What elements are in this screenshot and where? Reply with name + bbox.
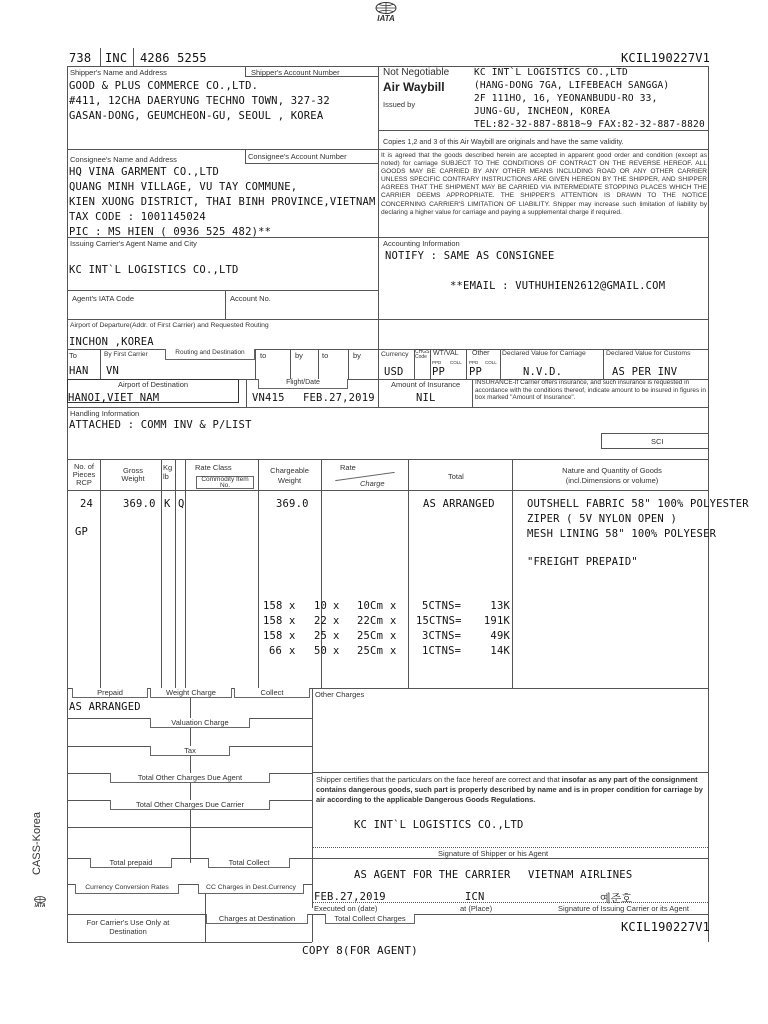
flight-date-tab: Flight/Date: [258, 379, 348, 389]
to3-label: to: [322, 351, 329, 360]
awb-code: INC: [105, 51, 128, 65]
dim-x: x: [289, 630, 296, 642]
dim-x: x: [333, 630, 340, 642]
consignee-line-4: TAX CODE : 1001145024: [69, 211, 206, 223]
wt-coll-label: COLL: [450, 360, 462, 365]
globe-icon: [34, 896, 46, 903]
cc-dest-currency-tab: CC Charges in Dest.Currency: [198, 884, 304, 894]
dim-width: 50: [314, 645, 328, 657]
consignee-line-3: KIEN XUONG DISTRICT, THAI BINH PROVINCE,VIETNAM: [69, 196, 376, 208]
globe-icon: [375, 2, 397, 14]
air-waybill-title: Air Waybill: [383, 80, 445, 94]
charges-dest-tab: Charges at Destination: [206, 914, 308, 924]
iata-logo: [370, 2, 402, 23]
departure-label: Airport of Departure(Addr. of First Carrier) and Requested Routing: [70, 322, 269, 329]
chgs-code-label: CHGS Code: [415, 349, 430, 360]
hawb-number-bottom: KCIL190227V1: [621, 920, 711, 934]
airline-name: VIETNAM AIRLINES: [528, 869, 633, 881]
destination-label: Airport of Destination: [118, 380, 189, 389]
carriage-value-label: Declared Value for Carriage: [502, 350, 586, 357]
handling-label: Handling Information: [70, 409, 140, 418]
agent-name: KC INT`L LOGISTICS CO.,LTD: [69, 264, 239, 276]
wtval-value: PP: [432, 366, 446, 378]
destination-code: HAN: [69, 365, 89, 377]
rate-class-header: Rate Class: [195, 463, 232, 472]
shipper-line-2: #411, 12CHA DAERYUNG TECHNO TOWN, 327-32: [69, 95, 330, 107]
goods-line-3: MESH LINING 58" 100% POLYESER: [527, 528, 717, 540]
dim-weight: 49K: [490, 630, 510, 642]
customs-value: AS PER INV: [612, 366, 678, 378]
dim-x: x: [289, 645, 296, 657]
issuer-line-2: (HANG-DONG 7GA, LIFEBEACH SANGGA): [474, 80, 670, 91]
by2-label: by: [295, 351, 303, 360]
chargeable-weight-header: Chargeable Weight: [270, 466, 309, 485]
charge-header: Charge: [360, 479, 385, 488]
consignee-line-2: QUANG MINH VILLAGE, VU TAY COMMUNE,: [69, 181, 298, 193]
notify-text: NOTIFY : SAME AS CONSIGNEE: [385, 250, 555, 262]
certification-dg-text: insofar as any part of the consignment contains dangerous goods, such part is properly described by name and is in proper condition for carriage by air according to the applicable Dangerous Goods Regulations.: [316, 775, 703, 804]
dim-width: 25: [314, 630, 328, 642]
insurance-label: Amount of Insurance: [391, 380, 461, 389]
other-coll-label: COLL: [485, 360, 497, 365]
dim-x: x: [390, 645, 397, 657]
dim-length: 158: [263, 615, 283, 627]
by-first-carrier-label: By First Carrier: [104, 351, 148, 358]
dim-weight: 13K: [490, 600, 510, 612]
shipper-account-label: Shipper's Account Number: [251, 68, 340, 77]
dim-x: x: [333, 600, 340, 612]
side-iata-logo: [33, 896, 47, 909]
total-collect-charges-tab: Total Collect Charges: [325, 914, 415, 924]
executed-date: FEB.27,2019: [314, 891, 386, 903]
pieces-value: 24: [80, 498, 94, 510]
to-label: To: [69, 351, 77, 360]
account-no-label: Account No.: [230, 294, 271, 303]
shipper-line-1: GOOD & PLUS COMMERCE CO.,LTD.: [69, 80, 259, 92]
dim-x: x: [333, 645, 340, 657]
rate-header: Rate: [340, 463, 356, 472]
awb-number: 4286 5255: [140, 51, 207, 65]
due-carrier-tab: Total Other Charges Due Carrier: [110, 800, 270, 810]
shipper-line-3: GASAN-DONG, GEUMCHEON-GU, SEOUL , KOREA: [69, 110, 324, 122]
total-value: AS ARRANGED: [423, 498, 495, 510]
tax-tab: Tax: [150, 746, 230, 756]
insurance-value: NIL: [416, 392, 436, 404]
wtval-label: WT/VAL: [433, 350, 459, 357]
dim-length: 66: [269, 645, 283, 657]
dim-length: 158: [263, 630, 283, 642]
rate-class-value: Q: [178, 498, 185, 510]
currency-label: Currency: [381, 351, 409, 358]
dim-x: x: [289, 615, 296, 627]
handling-text: ATTACHED : COMM INV & P/LIST: [69, 419, 252, 431]
dim-x: x: [390, 615, 397, 627]
dim-cartons: 5CTNS=: [422, 600, 462, 612]
executed-place: ICN: [465, 891, 485, 903]
commodity-item-tab: Commodity Item No.: [196, 476, 254, 489]
currency-value: USD: [384, 366, 404, 378]
dim-height: 25Cm: [357, 645, 384, 657]
departure-airport: INCHON ,KOREA: [69, 336, 154, 348]
agent-iata-code-label: Agent's IATA Code: [72, 294, 135, 303]
issuer-line-5: TEL:82-32-887-8818~9 FAX:82-32-887-8820: [474, 119, 705, 130]
copy-label: COPY 8(FOR AGENT): [302, 944, 418, 957]
dim-cartons: 1CTNS=: [422, 645, 462, 657]
certified-shipper-name: KC INT`L LOGISTICS CO.,LTD: [354, 819, 524, 831]
by3-label: by: [353, 351, 361, 360]
total-header: Total: [448, 472, 464, 481]
other-ppd-label: PPD: [469, 360, 479, 365]
pieces-header: No. of Pieces RCP: [72, 462, 96, 487]
carriage-value: N.V.D.: [523, 366, 563, 378]
dim-x: x: [390, 630, 397, 642]
other-label: Other: [472, 350, 490, 357]
insurance-note: INSURANCE-If Carrier offers insurance, and such insurance is requested in accordance with the conditions thereof, indicate amount to be insured in figures in box marked "Amount of Insurance".: [475, 379, 706, 401]
carrier-use-label: For Carrier's Use Only at Destination: [86, 918, 170, 936]
hawb-number-top: KCIL190227V1: [621, 51, 711, 65]
consignee-account-label: Consignee's Account Number: [248, 152, 347, 161]
dim-x: x: [289, 600, 296, 612]
dim-length: 158: [263, 600, 283, 612]
first-carrier: VN: [106, 365, 120, 377]
gross-weight-value: 369.0: [123, 498, 156, 510]
agent-label: Issuing Carrier's Agent Name and City: [70, 239, 197, 248]
sci-label: SCI: [651, 437, 664, 446]
kg-lb-header: Kg lb: [163, 463, 173, 481]
executed-date-label: Executed on (date): [314, 904, 378, 913]
flight-number: VN415: [252, 392, 285, 404]
goods-line-5: "FREIGHT PREPAID": [527, 556, 638, 568]
issued-by-label: Issued by: [383, 100, 416, 109]
to2-label: to: [260, 351, 267, 360]
certification-text: Shipper certifies that the particulars on the face hereof are correct and that: [316, 775, 562, 784]
copies-note: Copies 1,2 and 3 of this Air Waybill are originals and have the same validity.: [383, 137, 624, 146]
issuer-line-1: KC INT`L LOGISTICS CO.,LTD: [474, 67, 628, 78]
total-collect-tab: Total Collect: [208, 858, 290, 868]
other-charges-label: Other Charges: [315, 690, 365, 699]
dim-height: 10Cm: [357, 600, 384, 612]
dim-height: 22Cm: [357, 615, 384, 627]
dim-x: x: [390, 600, 397, 612]
shipper-name-label: Shipper's Name and Address: [70, 68, 167, 77]
conditions-of-contract: It is agreed that the goods described herein are accepted in apparent good order and condition (except as noted) for carriage SUBJECT TO THE CONDITIONS OF CONTRACT ON THE REVERSE HEREOF. ALL GOODS MAY BE CARRIED BY ANY OTHER MEANS INCLUDING ROAD OR ANY OTHER CARRIER UNLESS SPECIFIC CONTRARY INSTRUCTIONS ARE GIVEN HEREON BY THE SHIPPER, AND SHIPPER AGREES THAT THE SHIPMENT MAY BE CARRIED VIA INTERMEDIATE STOPPING PLACES WHICH THE CARRIER DEEMS APPROPRIATE. THE SHIPPER'S ATTENTION IS DRAWN TO THE NOTICE CONCERNING CARRIER'S LIMITATION OF LIABILITY. Shipper may increase such limitation of liability by declaring a higher value for carriage and paying a supplemental charge if required.: [381, 152, 707, 216]
collect-tab: Collect: [234, 688, 310, 698]
conversion-rates-tab: Currency Conversion Rates: [75, 884, 179, 894]
carrier-signature-label: Signature of Issuing Carrier or its Agent: [558, 904, 689, 913]
dim-x: x: [333, 615, 340, 627]
consignee-line-1: HQ VINA GARMENT CO.,LTD: [69, 166, 219, 178]
other-value: PP: [469, 366, 483, 378]
carrier-signature: 예준호: [600, 892, 632, 905]
goods-line-1: OUTSHELL FABRIC 58" 100% POLYESTER: [527, 498, 749, 510]
notify-email: **EMAIL : VUTHUHIEN2612@GMAIL.COM: [450, 280, 666, 292]
issuer-line-3: 2F 111HO, 16, YEONANBUDU-RO 33,: [474, 93, 658, 104]
flight-date: FEB.27,2019: [303, 392, 375, 404]
prepaid-value: AS ARRANGED: [69, 701, 141, 713]
total-prepaid-tab: Total prepaid: [90, 858, 172, 868]
nature-goods-header: Nature and Quantity of Goods (incl.Dimensions or volume): [562, 466, 662, 485]
dim-width: 10: [314, 600, 328, 612]
not-negotiable-label: Not Negotiable: [383, 67, 450, 78]
dim-cartons: 3CTNS=: [422, 630, 462, 642]
customs-value-label: Declared Value for Customs: [606, 350, 691, 357]
destination-airport: HANOI,VIET NAM: [68, 392, 160, 404]
gp-value: GP: [75, 526, 89, 538]
iata-logo-text: IATA: [377, 14, 395, 23]
side-iata-text: IATA: [34, 903, 46, 909]
accounting-info-label: Accounting Information: [383, 239, 460, 248]
weight-charge-tab: Weight Charge: [150, 688, 232, 698]
routing-destination-tab: Routing and Destination: [165, 349, 255, 360]
issuer-line-4: JUNG-GU, INCHEON, KOREA: [474, 106, 611, 117]
consignee-line-5: PIC : MS HIEN ( 0936 525 482)**: [69, 226, 272, 238]
dim-weight: 14K: [490, 645, 510, 657]
goods-line-2: ZIPER ( 5V NYLON OPEN ): [527, 513, 677, 525]
executed-place-label: at (Place): [460, 904, 493, 913]
shipper-signature-label: Signature of Shipper or his Agent: [438, 849, 549, 858]
awb-prefix: 738: [69, 51, 92, 65]
gross-weight-header: Gross Weight: [121, 466, 145, 483]
chargeable-weight-value: 369.0: [276, 498, 309, 510]
dim-height: 25Cm: [357, 630, 384, 642]
shipper-certification: [316, 775, 706, 805]
valuation-charge-tab: Valuation Charge: [150, 718, 250, 728]
kg-value: K: [164, 498, 171, 510]
wt-ppd-label: PPD: [432, 360, 442, 365]
prepaid-tab: Prepaid: [72, 688, 148, 698]
due-agent-tab: Total Other Charges Due Agent: [110, 773, 270, 783]
dim-weight: 191K: [483, 615, 510, 627]
carrier-agent-text: AS AGENT FOR THE CARRIER: [354, 869, 511, 881]
dim-cartons: 15CTNS=: [416, 615, 462, 627]
dim-width: 22: [314, 615, 328, 627]
consignee-name-label: Consignee's Name and Address: [70, 155, 177, 164]
cass-korea-side-text: CASS-Korea: [31, 812, 43, 875]
